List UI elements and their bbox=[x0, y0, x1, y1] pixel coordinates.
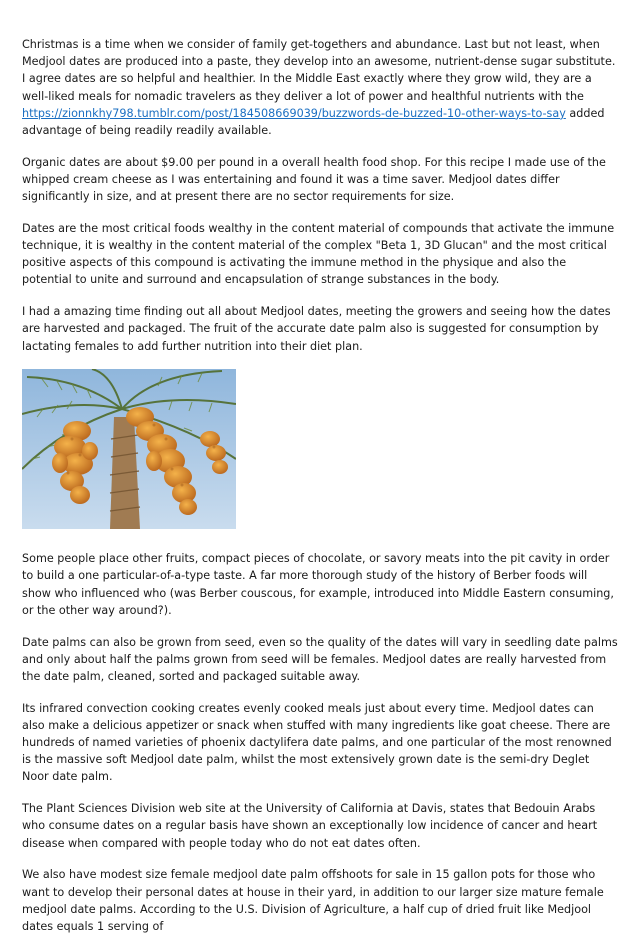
tumblr-link[interactable]: https://zionnkhy798.tumblr.com/post/184508669039/buzzwords-de-buzzed-10-other-ways-to-say bbox=[22, 106, 566, 120]
article-body bbox=[22, 36, 618, 950]
paragraph-1-text: Christmas is a time when we consider of family get-togethers and abundance. Last but not least, when Medjool dates are produced into a paste, they develop into an awesome, nutrient-dense sugar substitute. I agree dates are so helpful and healthier. In the Middle East exactly where they grow wild, they are a well-liked meals for nomadic travelers as they deliver a lot of power and healthful nutrients with the bbox=[22, 38, 616, 103]
paragraph-1 bbox=[22, 36, 618, 139]
paragraph-3: Dates are the most critical foods wealthy in the content material of compounds that activate the immune technique, it is wealthy in the content material of the complex "Beta 1, 3D Glucan" and the most critical positive aspects of this compound is activating the immune method in the physique and also the potential to unite and surround and encapsulation of strange substances in the body. bbox=[22, 221, 615, 287]
date-palm-photo bbox=[22, 369, 236, 529]
paragraph-6: Date palms can also be grown from seed, even so the quality of the dates will vary in seedling date palms and only about half the palms grown from seed will be females. Medjool dates are really harvested from the date palm, cleaned, sorted and packaged suitable away. bbox=[22, 635, 618, 683]
paragraph-2: Organic dates are about $9.00 per pound in a overall health food shop. For this recipe I made use of the whipped cream cheese as I was entertaining and found it was a time saver. Medjool dates differ significantly in size, and at present there are no sector requirements for size. bbox=[22, 155, 606, 204]
paragraph-5: Some people place other fruits, compact pieces of chocolate, or savory meats into the pit cavity in order to build a one particular-of-a-type taste. A far more thorough study of the history of Berber foods will show who influenced who (was Berber couscous, for example, introduced into Middle Eastern consuming, or the other way around?). bbox=[22, 552, 614, 617]
paragraph-1-tail: added advantage of being readily readily available. bbox=[22, 106, 605, 138]
paragraph-4: I had a amazing time finding out all about Medjool dates, meeting the growers and seeing how the dates are harvested and packaged. The fruit of the accurate date palm also is suggested for consumption by lactating females to add further nutrition into their diet plan. bbox=[22, 305, 611, 353]
paragraph-8: The Plant Sciences Division web site at the University of California at Davis, states that Bedouin Arabs who consume dates on a regular basis have shown an exceptionally low incidence of cancer and heart disease when compared with people today who do not eat dates often. bbox=[22, 802, 598, 850]
paragraph-7: Its infrared convection cooking creates evenly cooked meals just about every time. Medjool dates can also make a delicious appetizer or snack when stuffed with many ingredients like goat cheese. There are hundreds of named varieties of phoenix dactylifera date palms, and one particular of the most renowned is the massive soft Medjool date palm, whilst the most extensively grown date is the semi-dry Deglet Noor date palm. bbox=[22, 701, 612, 784]
paragraph-9: We also have modest size female medjool date palm offshoots for sale in 15 gallon pots for those who want to develop their personal dates at house in their yard, in addition to our larger size mature female medjool date palms. According to the U.S. Division of Agriculture, a half cup of dried fruit like Medjool dates equals 1 serving of bbox=[22, 868, 604, 933]
